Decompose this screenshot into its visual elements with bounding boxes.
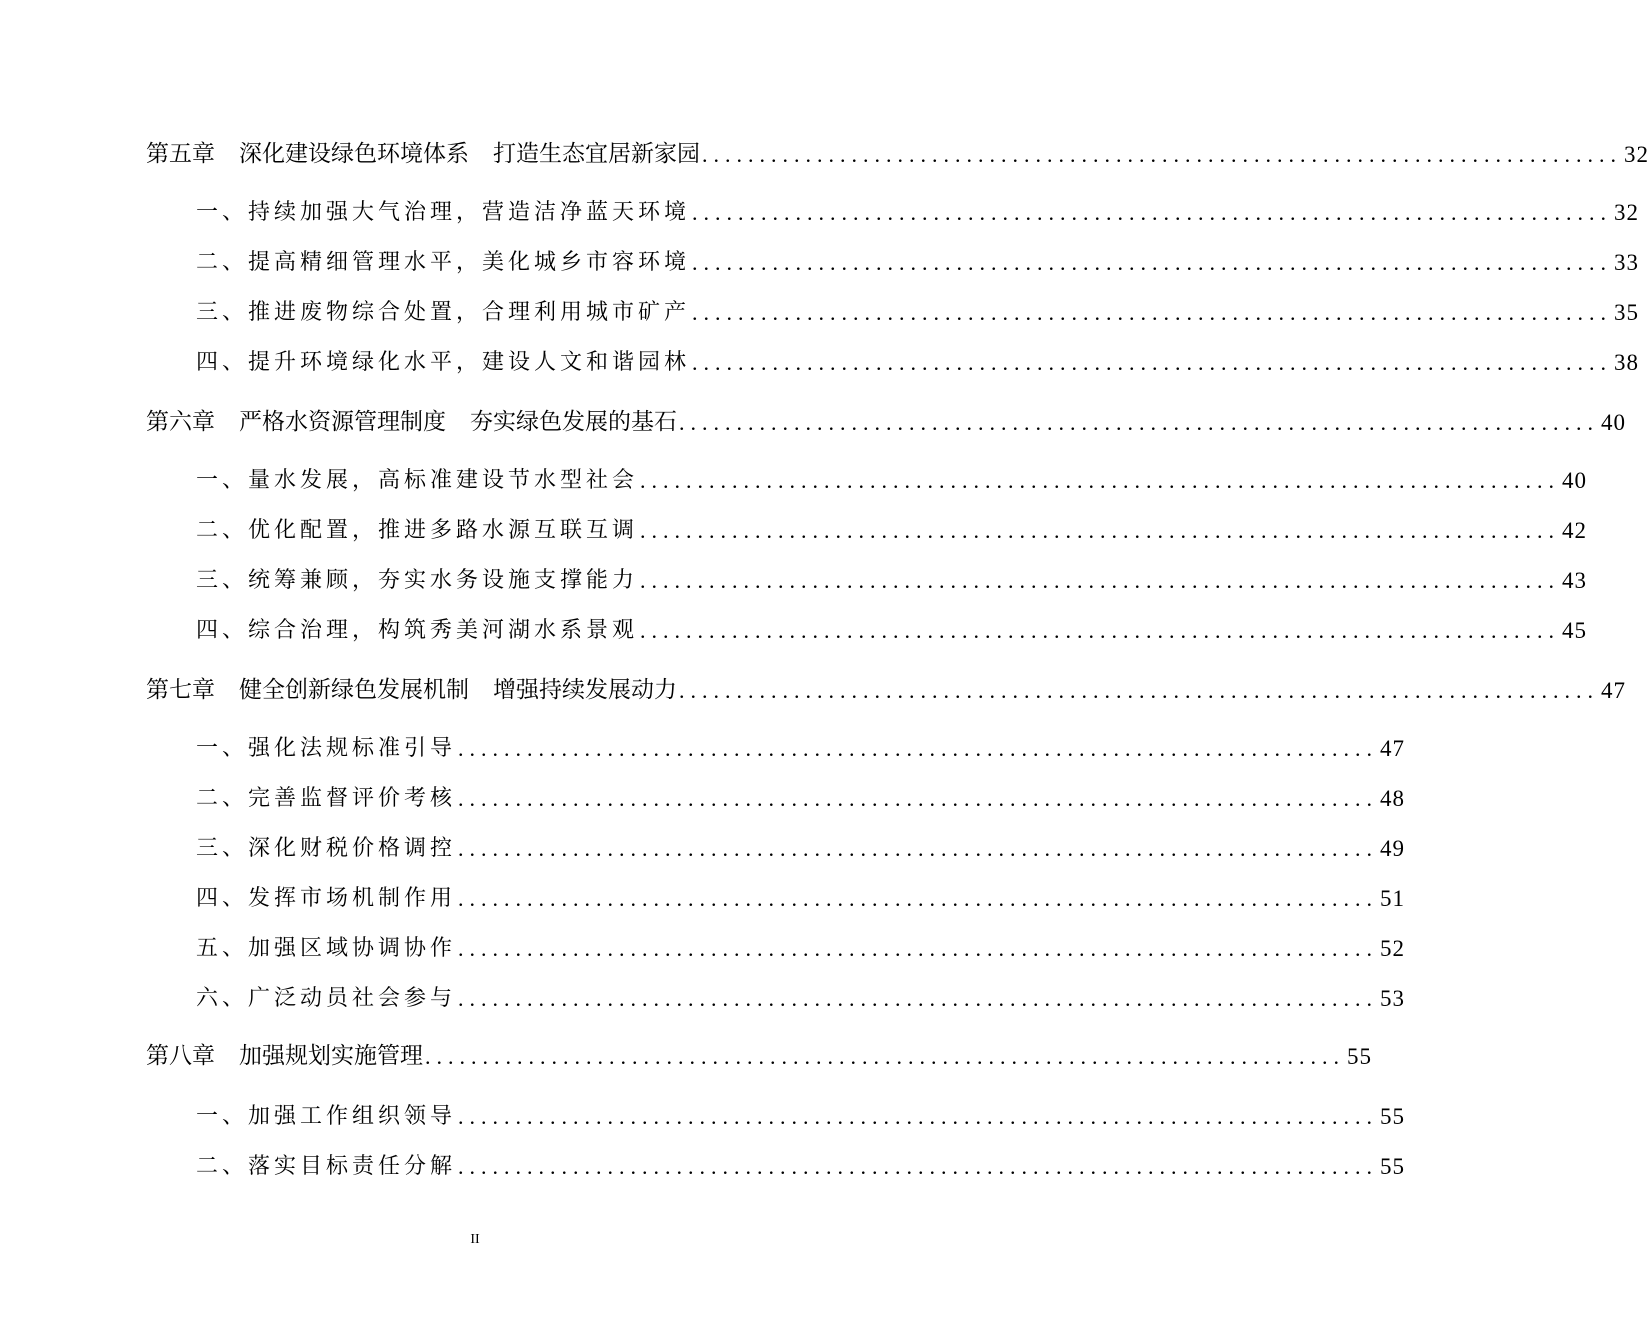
dot-leader: ................................................................................ [458,736,1379,761]
chapter-title-part-1: 严格水资源管理制度 [239,409,446,435]
toc-page-number: 49 [1380,836,1406,861]
toc-section-entry[interactable] [196,336,1640,376]
dot-leader: ................................................................................ [458,836,1379,861]
chapter-title-part-1: 加强规划实施管理 [239,1043,423,1069]
dot-leader: ................................................................................ [640,468,1561,493]
toc-entry-label: 一、强化法规标准引导 [196,736,457,761]
toc-section-entry[interactable] [196,772,1406,812]
toc-page-number: 47 [1601,678,1626,703]
toc-chapter-entry[interactable] [146,1030,1372,1070]
toc-page-number: 32 [1614,200,1640,225]
toc-page-number: 55 [1380,1154,1406,1179]
toc-page-number: 35 [1614,300,1640,325]
dot-leader: ................................................................................ [458,1104,1379,1129]
dot-leader: ................................................................................ [458,886,1379,911]
toc-chapter-entry[interactable] [146,128,1649,168]
dot-leader: ................................................................................ [640,568,1561,593]
toc-page-number: 40 [1601,410,1626,435]
toc-section-entry[interactable] [196,454,1588,494]
dot-leader: ................................................................................ [692,200,1613,225]
toc-page-number: 48 [1380,786,1406,811]
toc-section-entry[interactable] [196,236,1640,276]
dot-leader: ................................................................................ [640,518,1561,543]
toc-entry-label: 二、优化配置，推进多路水源互联互调 [196,518,639,543]
dot-leader: ................................................................................ [640,618,1561,643]
chapter-number: 第七章 [146,677,215,703]
toc-page-number: 55 [1380,1104,1406,1129]
toc-entry-label: 五、加强区域协调协作 [196,936,457,961]
toc-entry-label: 二、落实目标责任分解 [196,1154,457,1179]
toc-page-number: 47 [1380,736,1406,761]
toc-page-number: 52 [1380,936,1406,961]
toc-section-entry[interactable] [196,286,1640,326]
dot-leader: ................................................................................ [458,936,1379,961]
toc-entry-label [146,135,700,168]
toc-entry-label [146,403,677,436]
dot-leader: ................................................................................ [425,1044,1345,1069]
chapter-number: 第八章 [146,1043,215,1069]
chapter-number: 第六章 [146,409,215,435]
toc-section-entry[interactable] [196,972,1406,1012]
dot-leader: ................................................................................ [458,786,1379,811]
toc-chapter-entry[interactable] [146,664,1626,704]
dot-leader: ................................................................................ [458,986,1379,1011]
toc-entry-label: 三、深化财税价格调控 [196,836,457,861]
toc-section-entry[interactable] [196,1140,1406,1180]
toc-entry-label: 二、提高精细管理水平，美化城乡市容环境 [196,250,691,275]
chapter-title-part-1: 深化建设绿色环境体系 [239,141,469,167]
toc-entry-label: 一、量水发展，高标准建设节水型社会 [196,468,639,493]
toc-section-entry[interactable] [196,822,1406,862]
toc-page-number: 53 [1380,986,1406,1011]
toc-entry-label: 一、持续加强大气治理，营造洁净蓝天环境 [196,200,691,225]
toc-section-entry[interactable] [196,554,1588,594]
toc-entry-label [146,1037,423,1070]
chapter-title-part-1: 健全创新绿色发展机制 [239,677,469,703]
toc-section-entry[interactable] [196,186,1640,226]
toc-page-number: 33 [1614,250,1640,275]
toc-section-entry[interactable] [196,722,1406,762]
toc-entry-label: 三、推进废物综合处置，合理利用城市矿产 [196,300,691,325]
toc-page-number: 32 [1624,142,1649,167]
toc-section-entry[interactable] [196,922,1406,962]
chapter-title-part-2: 夯实绿色发展的基石 [470,409,677,435]
toc-section-entry[interactable] [196,504,1588,544]
toc-page-number: 45 [1562,618,1588,643]
toc-chapter-entry[interactable] [146,396,1626,436]
dot-leader: ................................................................................ [458,1154,1379,1179]
toc-section-entry[interactable] [196,604,1588,644]
page-footer-number: II [470,1232,480,1247]
toc-page-number: 40 [1562,468,1588,493]
dot-leader: ................................................................................ [679,678,1599,703]
toc-entry-label: 三、统筹兼顾，夯实水务设施支撑能力 [196,568,639,593]
dot-leader: ................................................................................ [702,142,1622,167]
chapter-title-part-2: 打造生态宜居新家园 [493,141,700,167]
dot-leader: ................................................................................ [692,350,1613,375]
toc-section-entry[interactable] [196,872,1406,912]
toc-entry-label [146,671,677,704]
toc-entry-label: 四、提升环境绿化水平，建设人文和谐园林 [196,350,691,375]
toc-page-number: 42 [1562,518,1588,543]
toc-section-entry[interactable] [196,1090,1406,1130]
toc-page-number: 38 [1614,350,1640,375]
toc-entry-label: 六、广泛动员社会参与 [196,986,457,1011]
chapter-title-part-2: 增强持续发展动力 [493,677,677,703]
toc-entry-label: 四、综合治理，构筑秀美河湖水系景观 [196,618,639,643]
dot-leader: ................................................................................ [679,410,1599,435]
toc-page-number: 43 [1562,568,1588,593]
toc-entry-label: 四、发挥市场机制作用 [196,886,457,911]
toc-entry-label: 二、完善监督评价考核 [196,786,457,811]
toc-page-number: 51 [1380,886,1406,911]
toc-page-number: 55 [1347,1044,1372,1069]
dot-leader: ................................................................................ [692,250,1613,275]
chapter-number: 第五章 [146,141,215,167]
dot-leader: ................................................................................ [692,300,1613,325]
toc-entry-label: 一、加强工作组织领导 [196,1104,457,1129]
